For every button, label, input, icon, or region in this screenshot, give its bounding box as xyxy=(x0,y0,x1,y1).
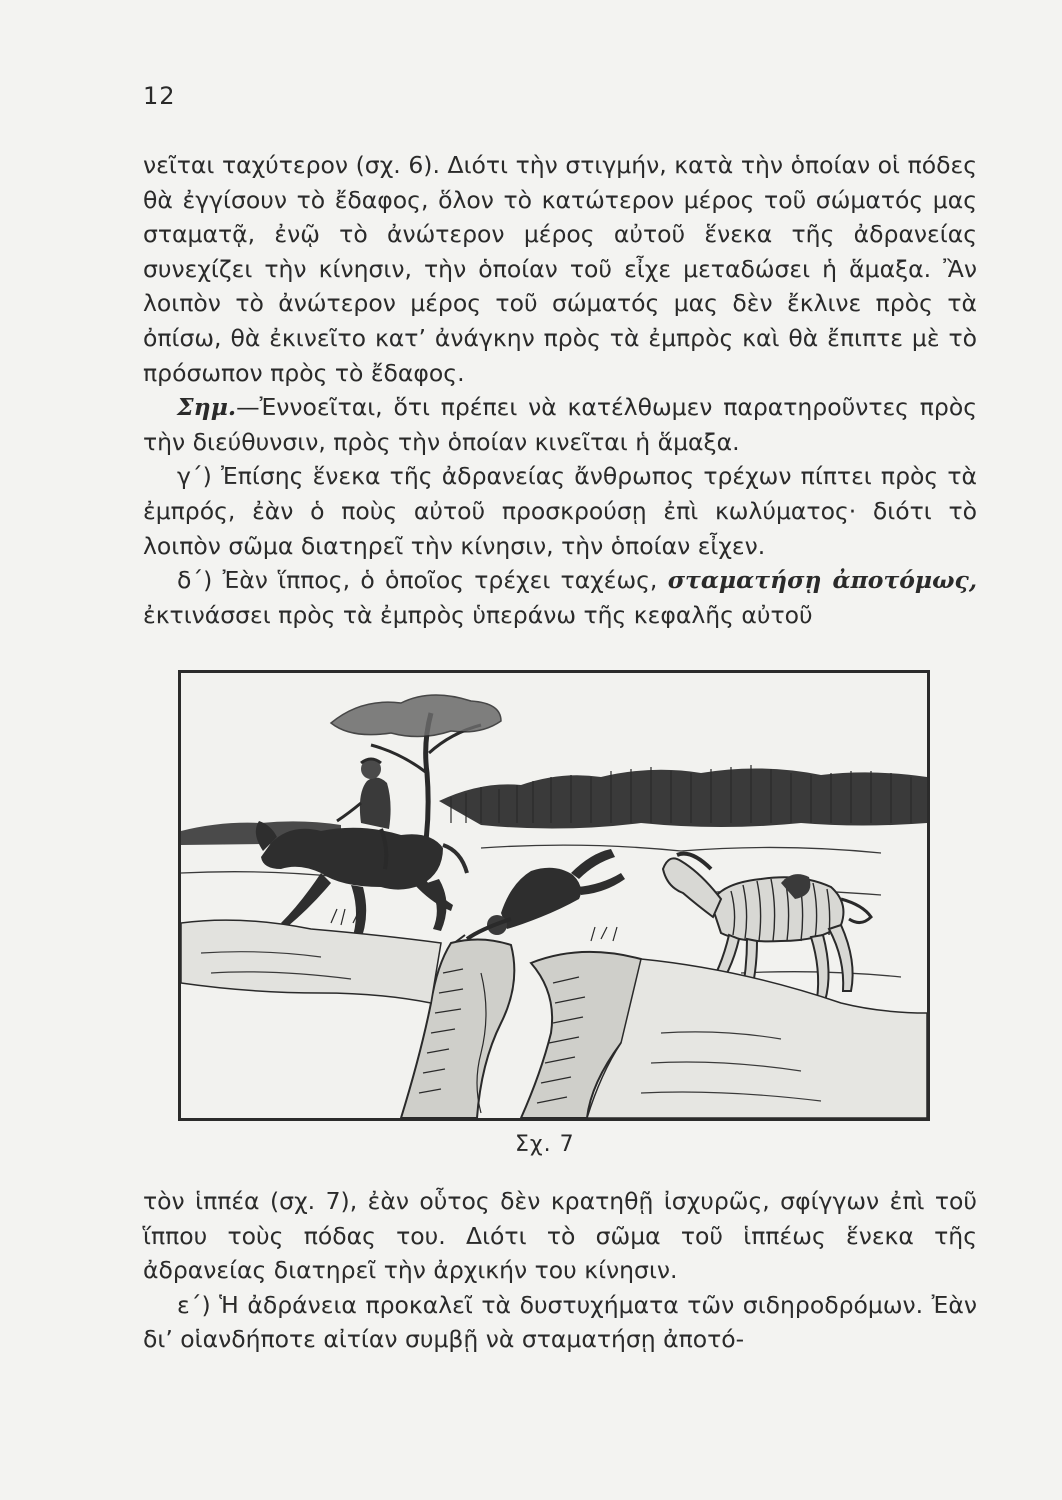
figure-caption: Σχ. 7 xyxy=(515,1132,575,1157)
forest-treeline xyxy=(439,768,927,828)
falling-rider xyxy=(457,849,625,945)
galloping-horse-with-rider xyxy=(256,759,467,945)
delta-emphasis: σταματήσῃ ἀποτόμως, xyxy=(667,566,977,595)
paragraph-delta xyxy=(143,563,977,632)
paragraph-rider: τὸν ἱππέα (σχ. 7), ἐὰν οὗτος δὲν κρατηθῇ ἰσχυρῶς, σφίγγων ἐπὶ τοῦ ἵππου τοὺς πόδας του. Διότι τὸ σῶμα τοῦ ἱππέως ἕνεκα τῆς ἀδρανείας διατηρεῖ τὴν ἀρχικήν του κίνησιν. xyxy=(143,1187,977,1285)
paragraph-note xyxy=(143,390,977,459)
delta-end: ἐκτινάσσει πρὸς τὰ ἐμπρὸς ὑπεράνω τῆς κεφαλῆς αὐτοῦ xyxy=(143,600,813,629)
horse-rider-illustration xyxy=(181,673,927,1118)
note-label: Σημ. xyxy=(177,393,237,422)
paragraph-continuation: νεῖται ταχύτερον (σχ. 6). Διότι τὴν στιγμήν, κατὰ τὴν ὁποίαν οἱ πόδες θὰ ἐγγίσουν τὸ ἔδαφος, ὅλον τὸ κατώτερον μέρος τοῦ σώματός μας σταματᾷ, ἐνῷ τὸ ἀνώτερον μέρος αὐτοῦ ἕνεκα τῆς ἀδρανείας συνεχίζει τὴν κίνησιν, τὴν ὁποίαν τοῦ εἶχε μεταδώσει ἡ ἅμαξα. Ἂν λοιπὸν τὸ ἀνώτερον μέρος τοῦ σώματός μας δὲν ἔκλινε πρὸς τὰ ὀπίσω, θὰ ἐκινεῖτο κατ’ ἀνάγκην πρὸς τὰ ἐμπρὸς καὶ θὰ ἔπιπτε μὲ τὸ πρόσωπον πρὸς τὸ ἔδαφος. xyxy=(143,151,977,387)
text-block-top xyxy=(143,148,977,632)
text-block-bottom xyxy=(143,1184,977,1357)
page-number: 12 xyxy=(143,82,176,110)
note-text: —Ἐννοεῖται, ὅτι πρέπει νὰ κατέλθωμεν παρατηροῦντες πρὸς τὴν διεύθυνσιν, πρὸς τὴν ὁποίαν κινεῖται ἡ ἅμαξα. xyxy=(143,393,977,456)
paragraph-epsilon: ε΄) Ἡ ἀδράνεια προκαλεῖ τὰ δυστυχήματα τῶν σιδηροδρόμων. Ἐὰν δι’ οἱανδήποτε αἰτίαν συμβῇ νὰ σταματήσῃ ἀποτό- xyxy=(143,1290,977,1354)
paragraph-gamma: γ΄) Ἐπίσης ἕνεκα τῆς ἀδρανείας ἄνθρωπος τρέχων πίπτει πρὸς τὰ ἐμπρός, ἐὰν ὁ ποὺς αὐτοῦ προσκρούσῃ ἐπὶ κωλύματος· διότι τὸ λοιπὸν σῶμα διατηρεῖ τὴν κίνησιν, τὴν ὁποίαν εἶχεν. xyxy=(143,462,977,560)
delta-start: δ΄) Ἐὰν ἵππος, ὁ ὁποῖος τρέχει ταχέως, xyxy=(177,566,668,595)
figure-illustration xyxy=(178,670,930,1121)
